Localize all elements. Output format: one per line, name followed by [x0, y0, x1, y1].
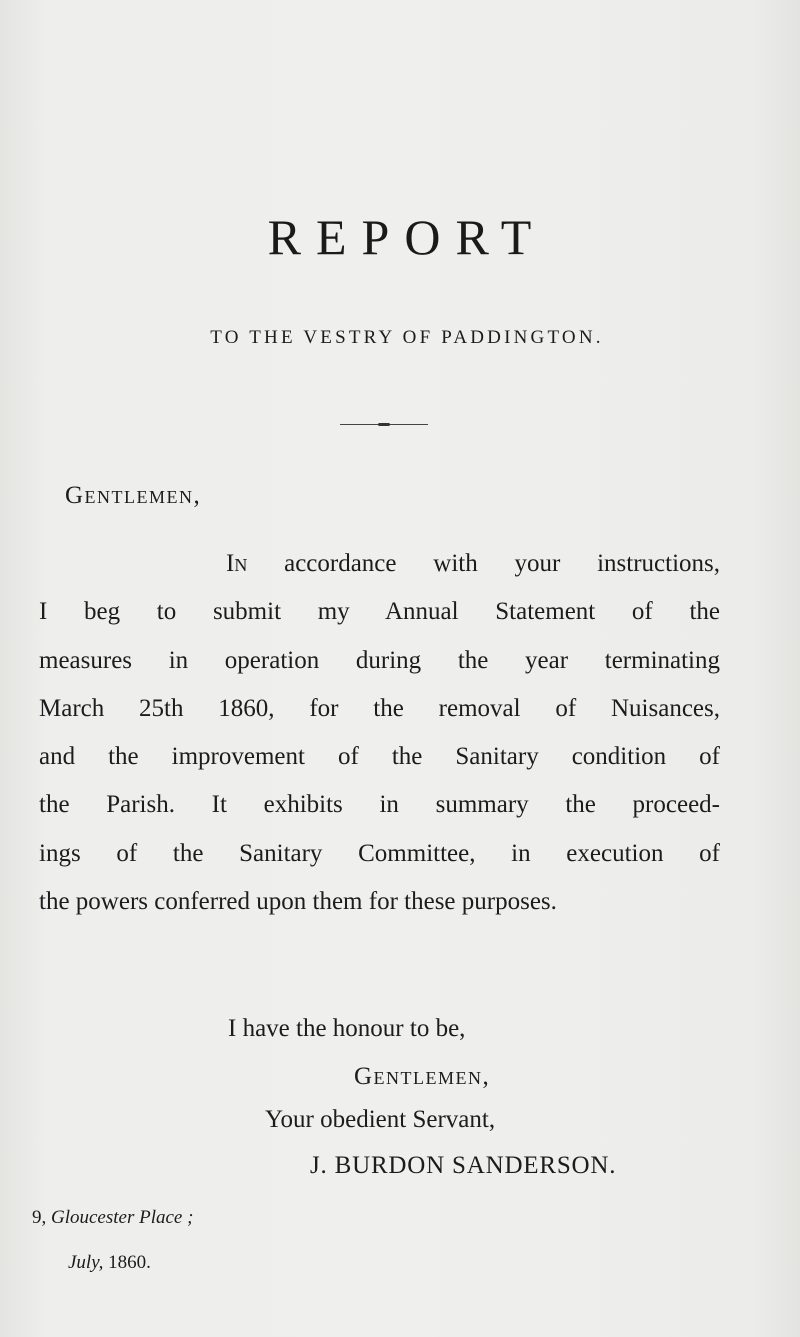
report-title: REPORT: [267, 209, 547, 265]
body-line: and the improvement of the Sanitary condition of: [39, 743, 720, 771]
closing-gentlemen: Gentlemen,: [354, 1063, 491, 1090]
body-paragraph: [39, 540, 720, 926]
body-line-text: accordance with your instructions,: [247, 550, 720, 577]
date-line: [68, 1252, 151, 1274]
closing-honour: I have the honour to be,: [228, 1015, 466, 1042]
address-number: 9,: [32, 1207, 47, 1228]
body-line: the Parish. It exhibits in summary the proceed-: [39, 791, 720, 819]
salutation: Gentlemen,: [65, 482, 202, 509]
section-divider: [340, 424, 428, 425]
body-line: ings of the Sanitary Committee, in execution of: [39, 839, 720, 867]
date-month: July,: [68, 1252, 104, 1273]
body-line: the powers conferred upon them for these purposes.: [39, 888, 557, 916]
address: [32, 1207, 193, 1229]
body-line: [39, 540, 720, 588]
address-street: Gloucester Place ;: [51, 1207, 194, 1228]
closing-servant: Your obedient Servant,: [265, 1106, 496, 1133]
body-line: March 25th 1860, for the removal of Nuisances,: [39, 694, 720, 722]
report-subtitle: TO THE VESTRY OF PADDINGTON.: [210, 327, 604, 348]
signature: J. BURDON SANDERSON.: [310, 1152, 617, 1179]
date-year: 1860.: [108, 1252, 151, 1273]
body-line: measures in operation during the year terminating: [39, 646, 720, 674]
body-line: I beg to submit my Annual Statement of the: [39, 598, 720, 626]
body-drop-word: In: [226, 550, 248, 577]
